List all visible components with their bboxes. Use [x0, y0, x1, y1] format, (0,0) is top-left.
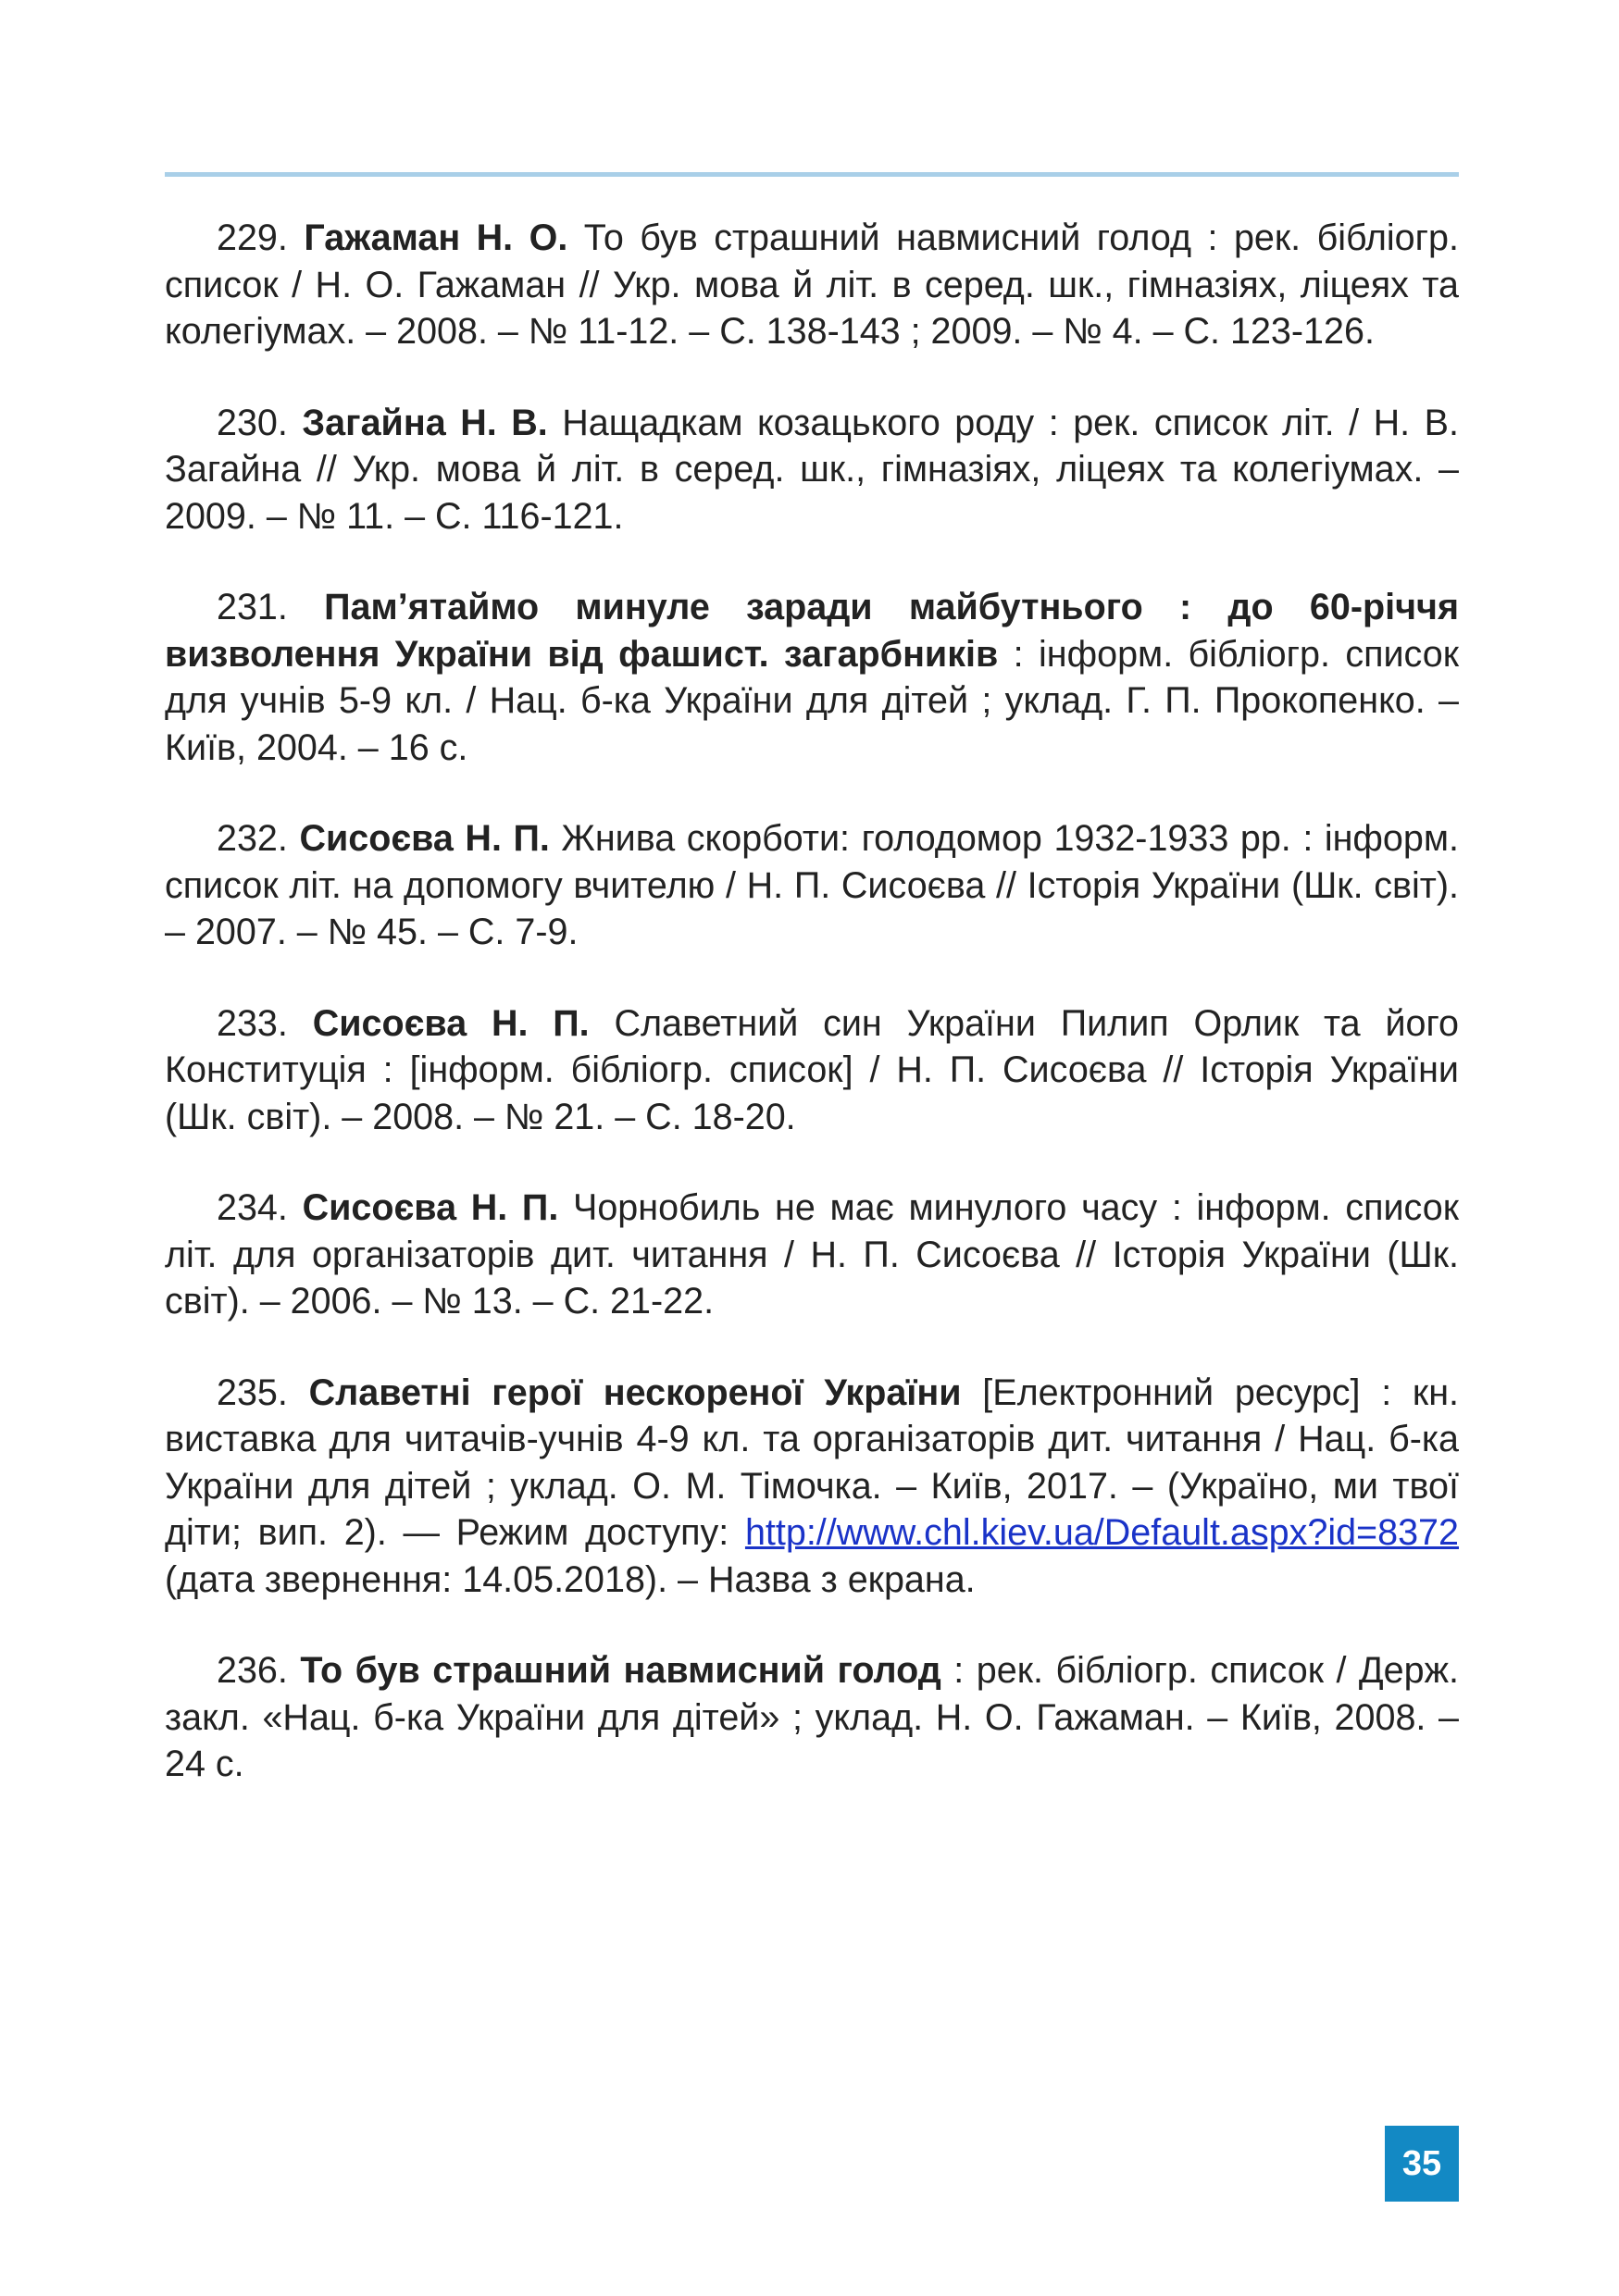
entry-title: Славетні герої нескореної України [308, 1371, 962, 1413]
resource-link[interactable]: http://www.chl.kiev.ua/Default.aspx?id=8372 [744, 1512, 1459, 1553]
page-number-badge: 35 [1385, 2126, 1459, 2202]
entry-title: То був страшний навмисний голод [300, 1650, 941, 1691]
entry-number: 230. [217, 402, 288, 443]
entry-text: : інформ. бібліогр. список для учнів 5-9 кл. / Нац. б-ка України для дітей ; уклад. Г. П. Прокопенко. – Київ, 2004. – 16 с. [165, 633, 1459, 768]
entry-author: Загайна Н. В. [302, 402, 548, 443]
entry-text: Нащадкам козацького роду : рек. список літ. / Н. В. Загайна // Укр. мова й літ. в серед. шк., гімназіях, ліцеях та колегіумах. – 2009. – № 11. – С. 116-121. [165, 402, 1459, 537]
entry-author: Сисоєва Н. П. [302, 1187, 559, 1228]
entry-number: 233. [217, 1002, 288, 1044]
entry-text: То був страшний навмисний голод : рек. бібліогр. список / Н. О. Гажаман // Укр. мова й літ. в серед. шк., гімназіях, ліцеях та колегіумах. – 2008. – № 11-12. – С. 138-143 ; 2009. – № 4. – С. 123-126. [165, 217, 1459, 352]
entry-author: Сисоєва Н. П. [299, 818, 550, 859]
header-rule [165, 172, 1459, 177]
entry-text: : рек. бібліогр. список / Держ. закл. «Нац. б-ка України для дітей» ; уклад. Н. О. Гажаман. – Київ, 2008. – 24 с. [165, 1650, 1460, 1784]
entry-text: Славетний син України Пилип Орлик та його Конституція : [інформ. бібліогр. список] / Н. П. Сисоєва // Історія України (Шк. світ). – 2008. – № 21. – С. 18-20. [165, 1002, 1460, 1137]
entry-text: Жнива скорботи: голодомор 1932-1933 рр. : інформ. список літ. на допомогу вчителю / Н. П. Сисоєва // Історія України (Шк. світ). – 2007. – № 45. – С. 7-9. [165, 818, 1459, 952]
entry-number: 229. [217, 217, 288, 258]
entry-text: Чорнобиль не має минулого часу : інформ. список літ. для організаторів дит. читання / Н. П. Сисоєва // Історія України (Шк. світ). – 2006. – № 13. – С. 21-22. [165, 1187, 1459, 1322]
entry-author: Гажаман Н. О. [304, 217, 568, 258]
bibliography-entry-236 [165, 1647, 1459, 1788]
bibliography-entry-234 [165, 1185, 1459, 1325]
bibliography-entry-233 [165, 1000, 1459, 1141]
entry-author: Сисоєва Н. П. [312, 1002, 590, 1044]
entry-number: 236. [217, 1650, 288, 1691]
bibliography-entry-232 [165, 815, 1459, 956]
entry-number: 235. [217, 1371, 288, 1413]
entry-text-after-link: (дата звернення: 14.05.2018). – Назва з екрана. [165, 1558, 976, 1600]
entry-title: Пам’ятаймо минуле заради майбутнього : до 60-річчя визволення України від фашист. загарбників [165, 587, 1459, 675]
bibliography-entry-230 [165, 400, 1459, 540]
bibliography-entry-235 [165, 1370, 1459, 1604]
bibliography-entry-231 [165, 584, 1459, 771]
bibliography-list [165, 215, 1459, 1832]
entry-text: [Електронний ресурс] : кн. виставка для читачів-учнів 4-9 кл. та організаторів дит. читання / Нац. б-ка України для дітей ; уклад. О. М. Тімочка. – Київ, 2017. – (Україно, ми твої діти; вип. 2). — Режим доступу: [165, 1371, 1459, 1553]
entry-number: 231. [217, 587, 288, 627]
bibliography-entry-229 [165, 215, 1459, 355]
entry-number: 234. [217, 1187, 288, 1228]
entry-number: 232. [217, 818, 288, 859]
